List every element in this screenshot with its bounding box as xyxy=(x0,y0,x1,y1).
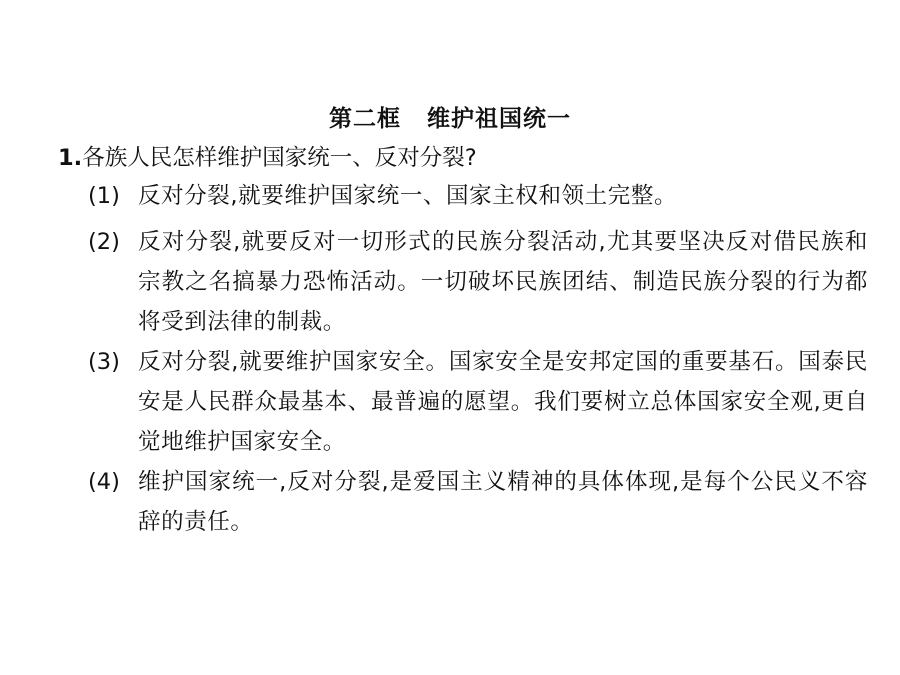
answer-item-2 xyxy=(88,222,868,342)
question-text: 各族人民怎样维护国家统一、反对分裂? xyxy=(82,145,477,171)
answer-item-number: (4) xyxy=(88,469,120,495)
answer-item-text: 反对分裂,就要维护国家统一、国家主权和领土完整。 xyxy=(138,183,678,209)
answer-item-number: (1) xyxy=(88,183,120,209)
answer-item-1 xyxy=(88,176,868,216)
question xyxy=(58,143,477,173)
answer-item-number: (2) xyxy=(88,229,120,255)
answer-item-text: 反对分裂,就要维护国家安全。国家安全是安邦定国的重要基石。国泰民安是人民群众最基本、最普遍的愿望。我们要树立总体国家安全观,更自觉地维护国家安全。 xyxy=(138,349,868,455)
answer-item-text: 维护国家统一,反对分裂,是爱国主义精神的具体体现,是每个公民义不容辞的责任。 xyxy=(138,469,868,535)
answer-item-4 xyxy=(88,462,868,542)
answer-item-number: (3) xyxy=(88,349,120,375)
question-number: 1. xyxy=(58,145,83,171)
section-title xyxy=(0,100,900,133)
answer-item-text: 反对分裂,就要反对一切形式的民族分裂活动,尤其要坚决反对借民族和宗教之名搞暴力恐怖活动。一切破坏民族团结、制造民族分裂的行为都将受到法律的制裁。 xyxy=(138,229,868,335)
section-title-part2: 维护祖国统一 xyxy=(427,106,571,132)
answer-item-3 xyxy=(88,342,868,462)
section-title-part1: 第二框 xyxy=(329,106,401,132)
